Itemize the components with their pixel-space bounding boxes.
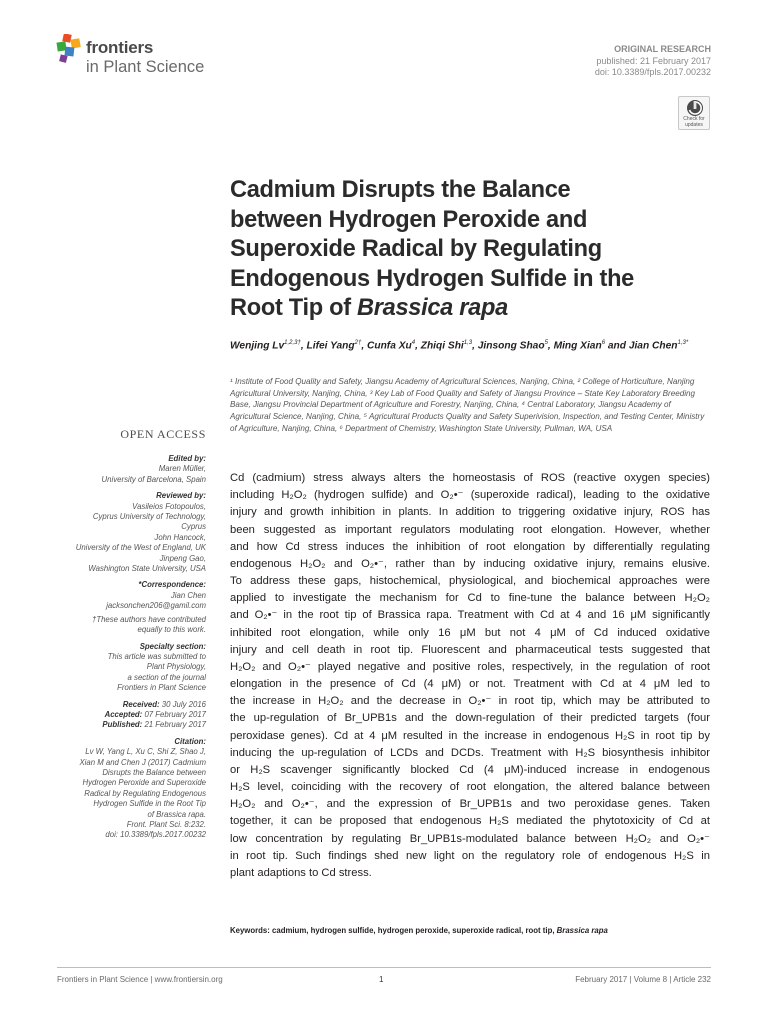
abstract-line: applied to investigate the mechanism for Cd to fine-tune the balance between H₂O₂ — [230, 592, 710, 605]
citation-text: Hydrogen Sulfide in the Root Tip — [93, 799, 206, 809]
author-name[interactable]: Jinsong Shao — [477, 340, 545, 352]
abstract-line: To address these gaps, histochemical, physiological, and biochemical approaches were — [230, 575, 710, 588]
reviewer-affiliation: Cyprus — [181, 522, 206, 532]
correspondence-label: *Correspondence: — [138, 580, 206, 590]
abstract-line: injury and cell death in root tip. Fluorescent and pharmaceutical tests suggested that — [230, 643, 710, 656]
title-line: Superoxide Radical by Regulating — [230, 236, 602, 262]
specialty-section-label: Specialty section: — [139, 641, 206, 651]
abstract-line: low concentration by regulating Br_UPB1s-modulated balance between H₂O₂ and O₂•⁻ — [230, 832, 710, 845]
logo-square-orange — [62, 34, 71, 43]
abstract-line: and how Cd stress induces the inhibition of root elongation by differentially regulating — [230, 540, 710, 553]
frontiers-logo-icon — [56, 34, 82, 64]
citation-text: Lv W, Yang L, Xu C, Shi Z, Shao J, — [85, 747, 206, 757]
received-date: Received: 30 July 2016 — [122, 699, 206, 709]
author-affiliation-marker: 5 — [544, 340, 548, 346]
reviewer-affiliation: Cyprus University of Technology, — [92, 512, 206, 522]
article-header-info — [595, 44, 711, 79]
title-line: Endogenous Hydrogen Sulfide in the — [230, 265, 635, 292]
correspondence-name: Jian Chen — [170, 590, 206, 600]
editor-affiliation: University of Barcelona, Spain — [101, 474, 206, 484]
abstract-line: been suggested as important regulators modulating root elongation. However, whether — [230, 523, 710, 536]
footer-journal-link[interactable]: Frontiers in Plant Science | www.frontiersin.org — [57, 975, 223, 984]
correspondence-email[interactable]: jacksonchen206@gamil.com — [106, 601, 206, 611]
footer-issue-info: February 2017 | Volume 8 | Article 232 — [575, 975, 711, 984]
editor-name[interactable]: Maren Müller, — [158, 464, 206, 474]
article-sidebar — [40, 454, 206, 841]
citation-text: of Brassica rapa. — [147, 809, 206, 819]
abstract-line: H₂O₂ and O₂•⁻ played negative and positive roles, respectively, in the regulation of root — [230, 660, 710, 673]
reviewer-name[interactable]: John Hancock, — [154, 532, 206, 542]
affiliations: ¹ Institute of Food Quality and Safety, Jiangsu Academy of Agricultural Sciences, Nanjing, China, ² College of Horticulture, Nanjing Agricultural University, Nanjing, China, ³ Key Lab of Food Quality and Safety of Jiangsu Province – State Key Laboratory Breeding Base, Jiangsu Provincial Department of Agriculture and Forestry, Nanjing, China, ⁴ Central Laboratory, Jiangsu Academy of Agricultural Science, Nanjing, China, ⁵ Agricultural Products Quality and Safety Superivision, Inspection, and Testing Center, Ministry of Agriculture, Nanjing, China, ⁶ Department of Chemistry, Washington State University, Pullman, WA, USA — [230, 377, 705, 433]
published-date: published: 21 February 2017 — [596, 55, 711, 66]
abstract-line: together, it can be proposed that endogenous H₂S mediated the phytotoxicity of Cd at — [230, 815, 710, 828]
abstract-line: Cd (cadmium) stress always alters the homeostasis of ROS (reactive oxygen species) — [230, 472, 710, 484]
article-type: ORIGINAL RESEARCH — [614, 44, 711, 54]
abstract-line: H₂S level, coinciding with the recovery of root elongation, the altered balance between — [230, 781, 710, 794]
logo-square-blue — [64, 47, 74, 57]
author-affiliation-marker: 2† — [354, 340, 362, 346]
abstract — [230, 470, 710, 882]
published-date-sidebar: Published: 21 February 2017 — [102, 720, 206, 730]
reviewed-by-label: Reviewed by: — [156, 491, 206, 501]
title-line: Root Tip of Brassica rapa — [230, 295, 508, 321]
author-name[interactable]: Cunfa Xu — [367, 340, 412, 352]
keyword-species: Brassica rapa — [556, 926, 608, 935]
author-name[interactable]: Wenjing Lv — [230, 340, 285, 352]
citation-text: Front. Plant Sci. 8:232. — [126, 820, 206, 829]
abstract-line: peroxidase genes). Cd at 4 μM resulted in the increase in endogenous H₂S in root tip by — [230, 729, 710, 742]
abstract-line: the increase in H₂O₂ and the decrease in O₂•⁻ in root tip, which may be attributed to — [230, 695, 710, 708]
citation-text: Radical by Regulating Endogenous — [84, 788, 206, 798]
citation-label: Citation: — [174, 736, 206, 746]
edited-by-label: Edited by: — [168, 454, 206, 463]
author-name[interactable]: Zhiqi Shi — [420, 340, 464, 352]
check-for-updates-label: Check for updates — [683, 116, 705, 128]
abstract-line: including H₂O₂ (hydrogen sulfide) and O₂•⁻ (superoxide radical), leading to the oxidative — [230, 489, 710, 502]
author-affiliation-marker: 4 — [411, 340, 416, 346]
reviewer-name[interactable]: Vasileios Fotopoulos, — [132, 501, 206, 511]
abstract-line: plant adaptions to Cd stress. — [230, 866, 372, 879]
citation-text: Hydrogen Peroxide and Superoxide — [82, 778, 206, 788]
abstract-line: inducing the up-regulation of LCDs and DCDs. Treatment with H₂S biosynthesis inhibitor — [230, 746, 710, 759]
article-doi[interactable]: doi: 10.3389/fpls.2017.00232 — [594, 67, 711, 77]
abstract-line: and O₂•⁻ in the root tip of Brassica rapa. Treatment with Cd at 4 and 16 μM significantly — [230, 609, 710, 622]
abstract-line: or H₂S scavenger significantly blocked Cd (4 μM)-induced increase in endogenous — [230, 763, 710, 776]
abstract-line: the up-regulation of Br_UPB1s and the down-regulation of their predicted targets (four — [230, 712, 710, 725]
title-line: Cadmium Disrupts the Balance — [230, 177, 571, 203]
author-list: Wenjing $Lv^{1,2,3\dagger}$, Lifei Yang$^{2\dagger}$, Cunfa Xu$^4$, Zhiqi Shi$^{1,3}$, Jinsong Shao$^5$, Ming Xian$^6$ and Jian Chen$^{1,3*}$ — [230, 340, 689, 352]
equal-contribution-note: †These authors have contributed — [92, 614, 206, 624]
specialty-text: Plant Physiology, — [146, 662, 206, 672]
reviewer-name[interactable]: Jinpeng Gao, — [159, 553, 206, 563]
abstract-line: injury and growth inhibition in plants. In addition to triggering oxidative injury, ROS has — [230, 506, 710, 519]
citation-text: Xian M and Chen J (2017) Cadmium — [79, 757, 206, 767]
check-for-updates-icon — [685, 99, 705, 117]
author-name[interactable]: Lifei Yang — [306, 340, 355, 352]
page-number: 1 — [379, 975, 384, 984]
logo-square-yellow — [70, 38, 80, 48]
abstract-line: endogenous H₂O₂ and O₂•⁻, rather than by inducing oxidative injury, remains elusive. — [230, 557, 710, 570]
author-affiliation-marker: 1,3* — [677, 340, 689, 346]
author-affiliation-marker: 1,2,3† — [284, 340, 301, 346]
author-affiliation-marker: 6 — [601, 340, 606, 346]
check-for-updates-button[interactable] — [678, 96, 710, 130]
reviewer-affiliation: University of the West of England, UK — [75, 543, 206, 553]
open-access-label: OPEN ACCESS — [120, 427, 206, 441]
specialty-text: This article was submitted to — [107, 651, 206, 661]
citation-doi[interactable]: doi: 10.3389/fpls.2017.00232 — [105, 830, 206, 840]
author-name[interactable]: Jian Chen — [628, 340, 678, 352]
author-name[interactable]: Ming Xian — [553, 340, 602, 352]
author-affiliation-marker: 1,3 — [463, 340, 473, 346]
journal-logo[interactable] — [56, 34, 226, 82]
abstract-line: H₂O₂ and O₂•⁻, and the expression of Br_UPB1s and two peroxidase genes. Taken — [230, 798, 710, 811]
abstract-line: elongation in the presence of Cd (4 μM) or not. Treatment with Cd at 4 μM led to — [230, 678, 710, 691]
footer-divider — [57, 967, 711, 968]
article-title — [230, 176, 720, 324]
journal-brand: frontiers — [86, 38, 154, 57]
title-line: between Hydrogen Peroxide and — [230, 206, 588, 233]
journal-name: in Plant Science — [86, 58, 205, 76]
specialty-text: a section of the journal — [127, 672, 206, 682]
accepted-date: Accepted: 07 February 2017 — [104, 709, 206, 719]
species-name: Brassica rapa — [357, 295, 508, 321]
keywords: Keywords: cadmium, hydrogen sulfide, hydrogen peroxide, superoxide radical, root tip, Brassica rapa — [230, 926, 608, 935]
specialty-text: Frontiers in Plant Science — [117, 683, 206, 693]
reviewer-affiliation: Washington State University, USA — [88, 564, 206, 574]
abstract-line: inhibited root elongation, while only 16 μM but not 4 μM of Cd induced oxidative — [230, 626, 710, 639]
citation-text: Disrupts the Balance between — [102, 767, 206, 777]
equal-contribution-note: equally to this work. — [137, 625, 206, 635]
abstract-line: in root tip. Such findings shed new light on the regulatory role of endogenous H₂S in — [230, 849, 710, 862]
